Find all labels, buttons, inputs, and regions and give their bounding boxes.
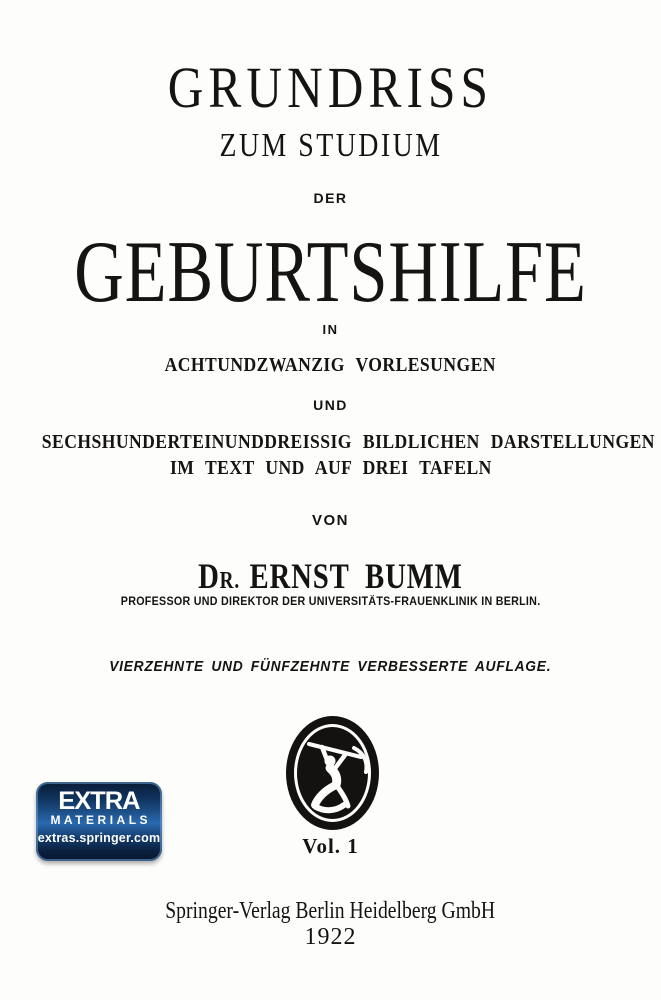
- connector-von: VON: [311, 512, 349, 529]
- illustrations-line-1-text: SECHSHUNDERTEINUNDDREISSIG BILDLICHEN DARSTELLUNGEN: [41, 431, 655, 453]
- subtitle-prefix-text: ZUM STUDIUM: [218, 127, 442, 164]
- illustrations-line-2: [0, 457, 661, 480]
- illustrations-line-1: [0, 431, 661, 454]
- subject-title: [0, 222, 661, 323]
- main-title: [0, 54, 661, 121]
- extra-materials-badge: [36, 782, 162, 861]
- illustrations-line-2-text: IM TEXT UND AUF DREI TAFELN: [169, 457, 492, 479]
- publisher-imprint-text: Springer-Verlag Berlin Heidelberg GmbH: [165, 898, 496, 924]
- lectures-line-text: ACHTUNDZWANZIG VORLESUNGEN: [164, 354, 497, 376]
- author-honorific-r: R.: [219, 568, 241, 594]
- author-affiliation-text: PROFESSOR UND DIREKTOR DER UNIVERSITÄTS-FRAUENKLINIK IN BERLIN.: [120, 596, 541, 608]
- author-honorific-d: D: [198, 556, 220, 596]
- edition-line: [0, 658, 661, 675]
- lectures-line: [0, 354, 661, 377]
- author-line: [0, 555, 661, 597]
- author-line-inner: [198, 555, 463, 597]
- extra-materials-badge-url: extras.springer.com: [37, 831, 161, 845]
- main-title-text: GRUNDRISS: [167, 55, 494, 120]
- connector-in: IN: [322, 322, 339, 337]
- author-name: ERNST BUMM: [249, 556, 463, 596]
- subject-title-text: GEBURTSHILFE: [74, 224, 587, 321]
- author-affiliation: [0, 596, 661, 608]
- subtitle-prefix: [0, 127, 661, 165]
- publisher-miner-emblem-icon: [284, 714, 381, 832]
- extra-materials-badge-subtitle: MATERIALS: [50, 813, 152, 827]
- connector-und: UND: [313, 397, 348, 413]
- connector-der: DER: [313, 190, 348, 206]
- edition-line-text: VIERZEHNTE UND FÜNFZEHNTE VERBESSERTE AUFLAGE.: [109, 658, 552, 675]
- extra-materials-badge-title: EXTRA: [58, 787, 140, 815]
- volume-label: Vol. 1: [302, 834, 359, 858]
- publisher-imprint: [0, 898, 661, 925]
- publication-year: 1922: [304, 924, 357, 950]
